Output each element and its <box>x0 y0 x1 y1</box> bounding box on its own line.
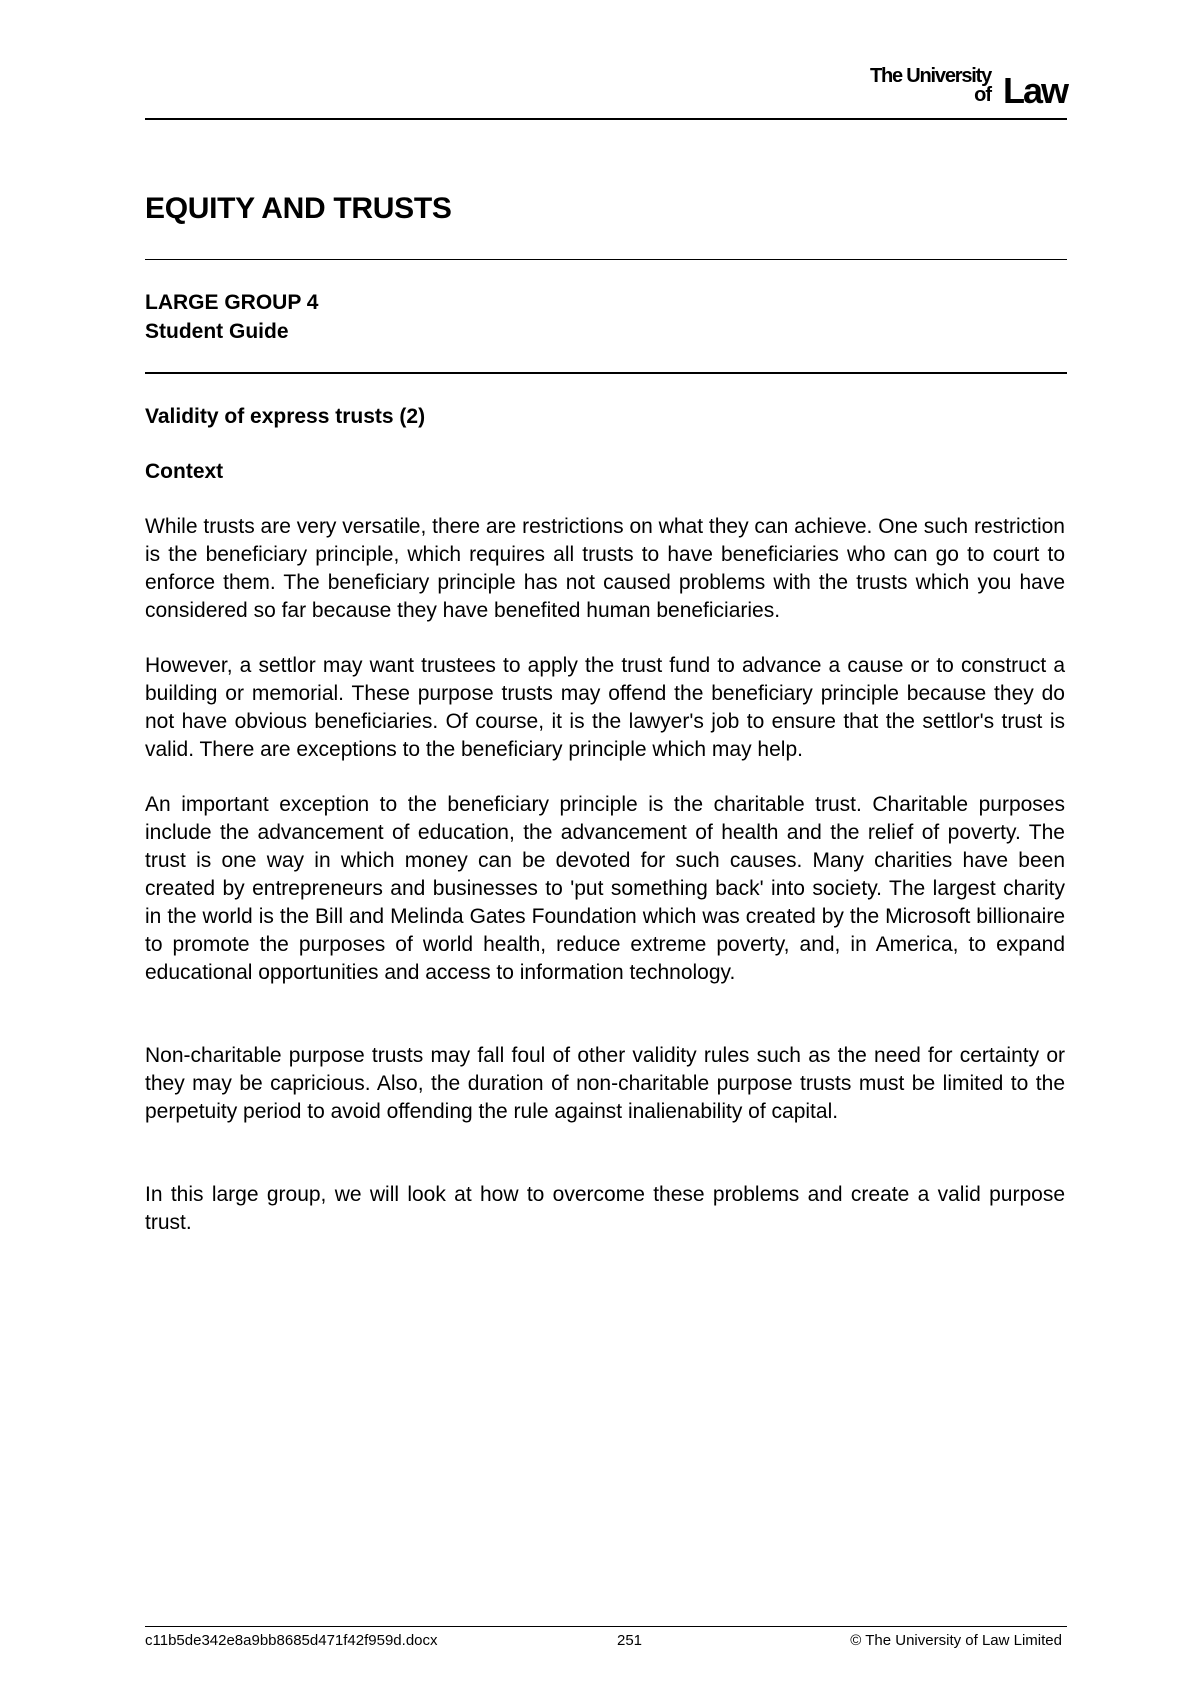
paragraph: Non-charitable purpose trusts may fall foul of other validity rules such as the need for certainty or they may be capricious. Also, the duration of non-charitable purpose trusts must be limited to the perpetuity period to avoid offending the rule against inalienability of capital. <box>145 1044 1065 1123</box>
paragraph: In this large group, we will look at how to overcome these problems and create a valid purpose trust. <box>145 1183 1065 1234</box>
paragraph: An important exception to the beneficiary principle is the charitable trust. Charitable purposes include the advancement of education, the advancement of health and the relief of poverty. The trust is one way in which money can be devoted for such causes. Many charities have been created by entrepreneurs and businesses to 'put something back' into society. The largest charity in the world is the Bill and Melinda Gates Foundation which was created by the Microsoft billionaire to promote the purposes of world health, reduce extreme poverty, and, in America, to expand educational opportunities and access to information technology. <box>145 793 1065 984</box>
context-heading: Context <box>145 460 224 483</box>
footer-filename: c11b5de342e8a9bb8685d471f42f959d.docx <box>145 1632 438 1649</box>
logo-line-university: The University <box>869 65 991 87</box>
logo-line-of: of <box>974 84 991 106</box>
group-subtitle: Student Guide <box>145 320 289 343</box>
section-heading: Validity of express trusts (2) <box>145 405 426 428</box>
title-divider <box>145 259 1067 260</box>
header-divider <box>145 118 1067 120</box>
university-logo <box>857 64 1067 111</box>
logo-word-law: Law <box>1002 70 1067 111</box>
paragraph: However, a settlor may want trustees to apply the trust fund to advance a cause or to construct a building or memorial. These purpose trusts may offend the beneficiary principle because they do not have obvious beneficiaries. Of course, it is the lawyer's job to ensure that the settlor's trust is valid. There are exceptions to the beneficiary principle which may help. <box>145 654 1065 761</box>
footer-page-number: 251 <box>617 1632 643 1649</box>
footer-copyright: © The University of Law Limited <box>850 1632 1062 1649</box>
footer-divider <box>145 1626 1067 1627</box>
paragraph: While trusts are very versatile, there are restrictions on what they can achieve. One such restriction is the beneficiary principle, which requires all trusts to have beneficiaries who can go to court to enforce them. The beneficiary principle has not caused problems with the trusts which you have considered so far because they have benefited human beneficiaries. <box>145 515 1065 622</box>
main-content <box>145 403 1065 1264</box>
document-title: EQUITY AND TRUSTS <box>145 192 452 225</box>
section-divider <box>145 372 1067 374</box>
group-label: LARGE GROUP 4 <box>145 291 319 314</box>
group-info <box>145 288 318 346</box>
